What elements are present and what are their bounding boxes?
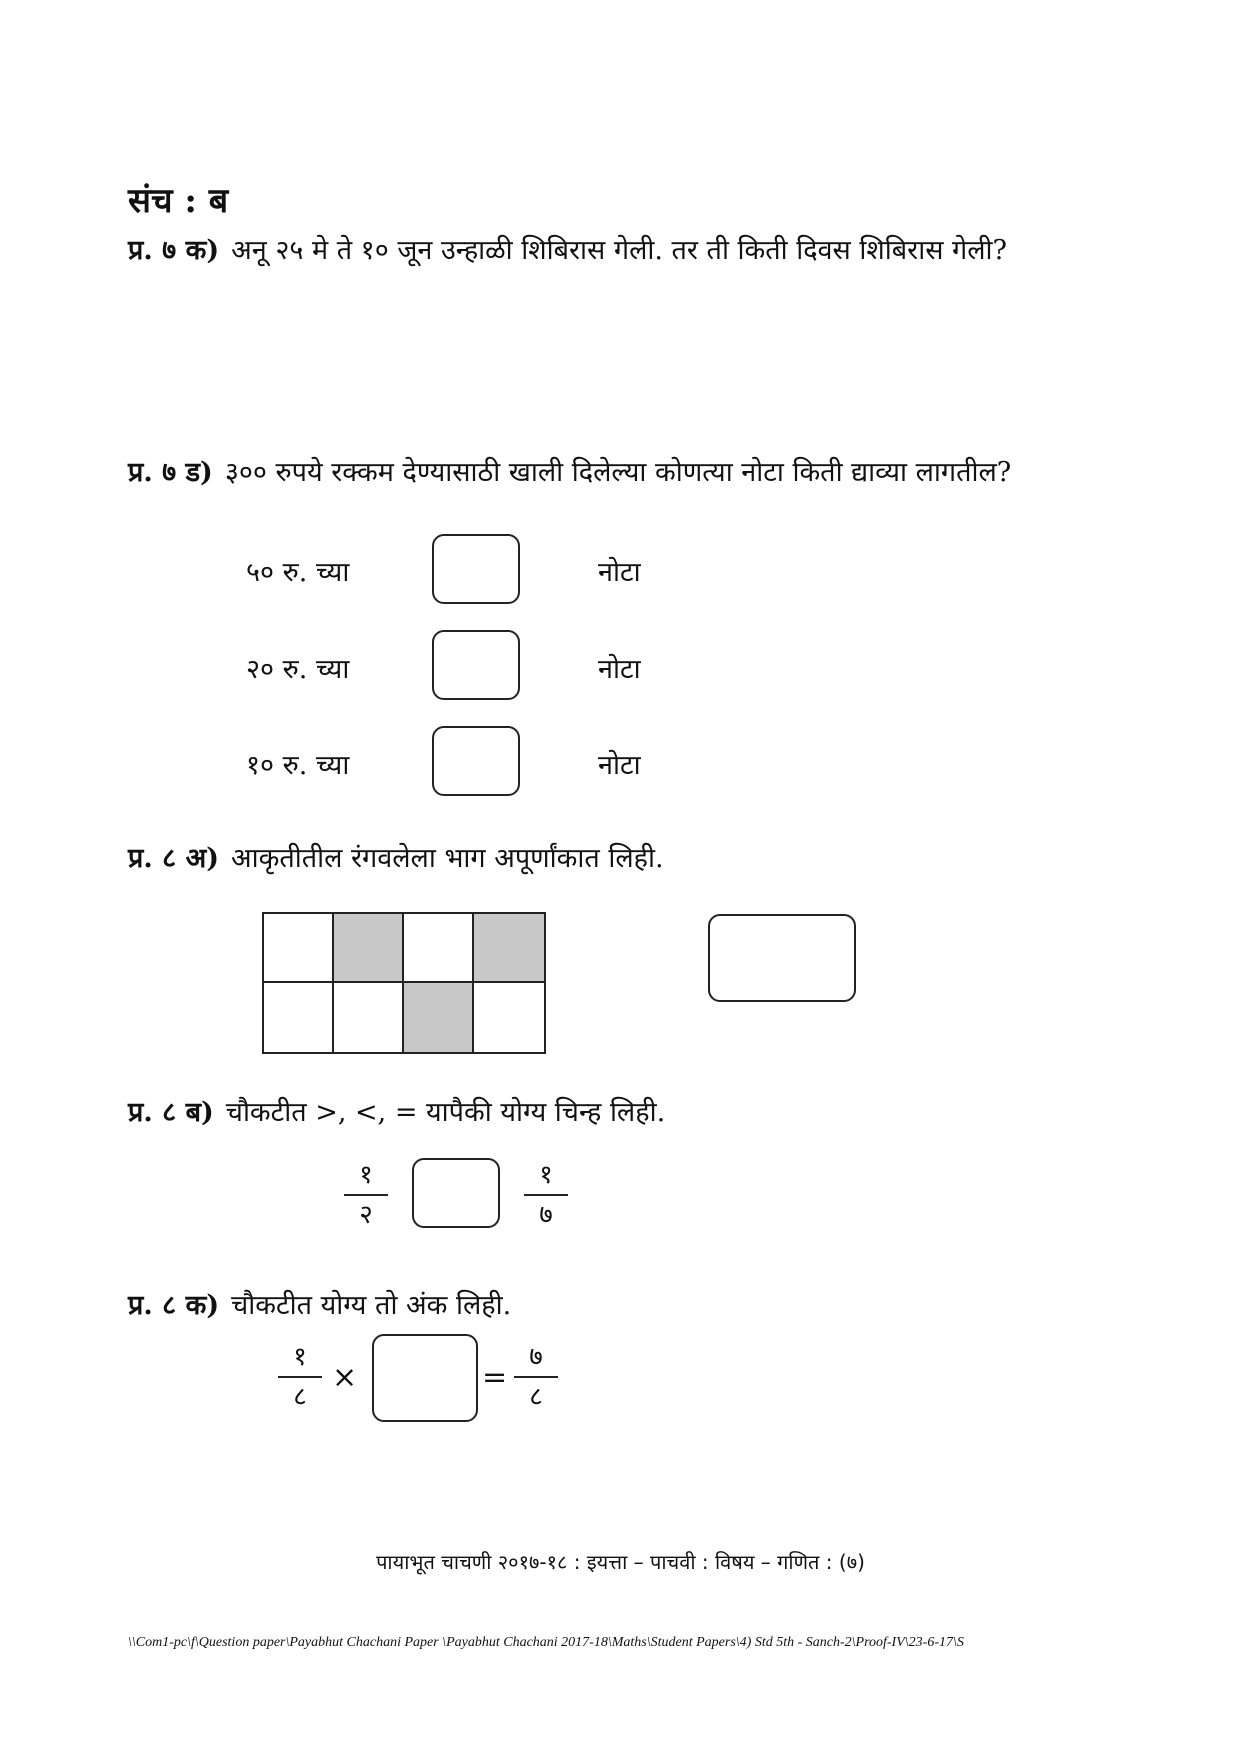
question-7d [128,452,1011,489]
compare-answer-box[interactable] [412,1158,500,1228]
grid-cell [264,983,334,1052]
question-8k [128,1285,511,1322]
answer-box-50-notes[interactable] [432,534,520,604]
multiply-fraction-left [278,1344,322,1410]
file-path: \\Com1-pc\f\Question paper\Payabhut Chachani Paper \Payabhut Chachani 2017-18\Maths\Student Papers\4) Std 5th - Sanch-2\Proof-IV\23-6-17\S [128,1635,964,1650]
grid-cell [404,914,474,983]
times-sign: × [332,1360,358,1395]
numerator: ७ [529,1342,543,1372]
equals-sign: = [482,1360,508,1395]
multiply-answer-box[interactable] [372,1334,478,1422]
question-number: प्र. ८ ब) [128,1097,214,1128]
note-label-20: २० रु. च्या [246,654,350,685]
fraction-right [524,1162,568,1228]
question-7k [128,230,1007,267]
denominator: ८ [293,1382,307,1412]
numerator: १ [539,1160,553,1190]
question-text: ३०० रुपये रक्कम देण्यासाठी खाली दिलेल्या कोणत्या नोटा किती द्याव्या लागतील? [224,457,1012,488]
note-suffix-50: नोटा [598,557,641,588]
question-number: प्र. ८ क) [128,1290,220,1321]
numerator: १ [293,1342,307,1372]
question-text: आकृतीतील रंगवलेला भाग अपूर्णांकात लिही. [231,843,664,874]
fraction-left [344,1162,388,1228]
question-number: प्र. ७ क) [128,235,220,266]
page-footer: पायाभूत चाचणी २०१७-१८ : इयत्ता – पाचवी : विषय – गणित : (७) [376,1550,865,1574]
note-suffix-20: नोटा [598,654,641,685]
question-text: चौकटीत >, <, = यापैकी योग्य चिन्ह लिही. [225,1097,666,1128]
denominator: ८ [529,1382,543,1412]
grid-cell [334,914,404,983]
question-text: चौकटीत योग्य तो अंक लिही. [231,1290,512,1321]
grid-cell [474,983,544,1052]
question-8b [128,1092,665,1129]
question-text: अनू २५ मे ते १० जून उन्हाळी शिबिरास गेली. तर ती किती दिवस शिबिरास गेली? [231,235,1008,266]
grid-cell [404,983,474,1052]
numerator: १ [359,1160,373,1190]
denominator: २ [359,1200,373,1230]
question-number: प्र. ८ अ) [128,843,220,874]
set-title: संच : ब [128,181,229,221]
grid-cell [264,914,334,983]
grid-cell [474,914,544,983]
note-label-10: १० रु. च्या [246,750,350,781]
multiply-fraction-right [514,1344,558,1410]
fraction-figure-grid [262,912,546,1054]
answer-box-10-notes[interactable] [432,726,520,796]
answer-box-20-notes[interactable] [432,630,520,700]
note-label-50: ५० रु. च्या [246,557,350,588]
denominator: ७ [539,1200,553,1230]
grid-cell [334,983,404,1052]
question-number: प्र. ७ ड) [128,457,213,488]
note-suffix-10: नोटा [598,750,641,781]
fraction-answer-box[interactable] [708,914,856,1002]
question-8a [128,838,664,875]
